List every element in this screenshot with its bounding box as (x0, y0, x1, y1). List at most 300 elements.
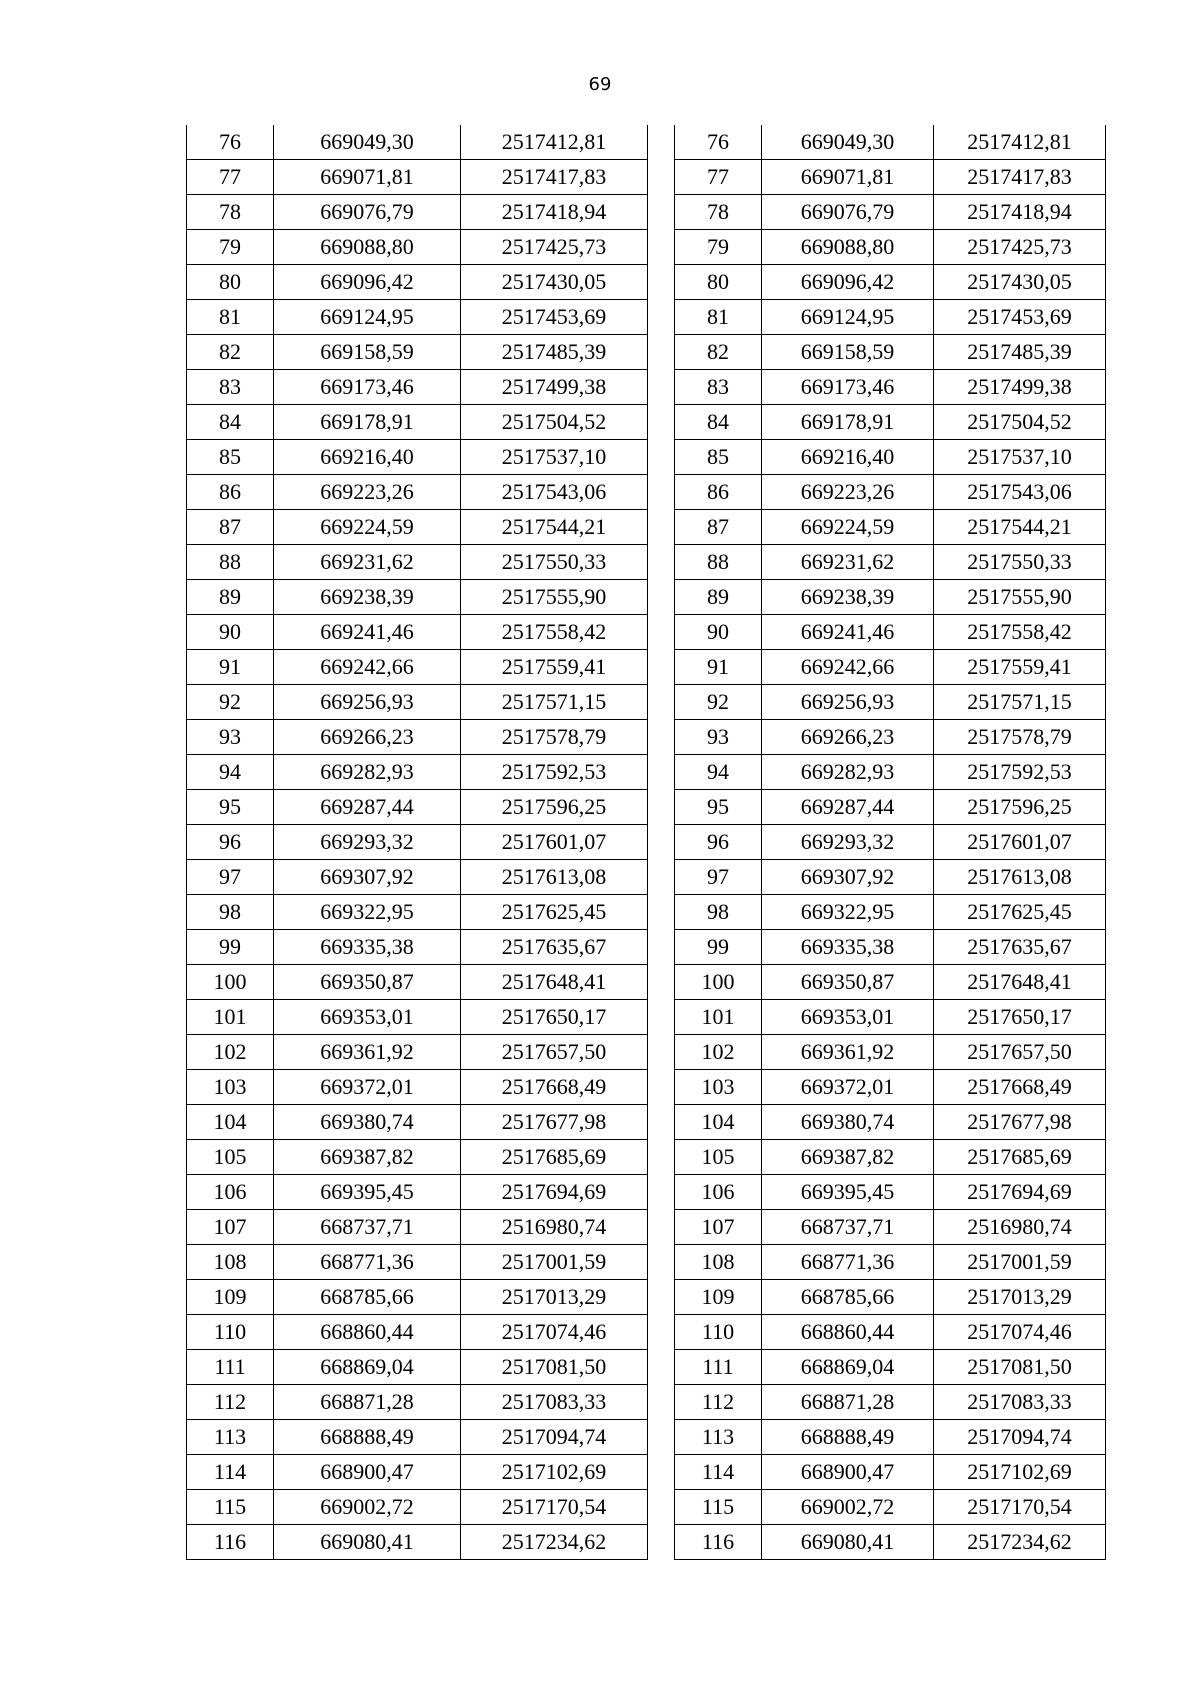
point-number-cell: 112 (675, 1385, 762, 1420)
point-number-cell: 104 (675, 1105, 762, 1140)
table-row (675, 1245, 1106, 1280)
point-number-cell: 92 (675, 685, 762, 720)
table-row (187, 1035, 648, 1070)
point-number-cell: 88 (187, 545, 274, 580)
y-coordinate-cell: 2517083,33 (461, 1385, 648, 1420)
x-coordinate-cell: 669361,92 (274, 1035, 461, 1070)
y-coordinate-cell: 2517694,69 (934, 1175, 1106, 1210)
point-number-cell: 116 (675, 1525, 762, 1560)
point-number-cell: 96 (187, 825, 274, 860)
y-coordinate-cell: 2517625,45 (934, 895, 1106, 930)
y-coordinate-cell: 2517081,50 (934, 1350, 1106, 1385)
table-row (675, 265, 1106, 300)
table-row (187, 1525, 648, 1560)
table-row (187, 1385, 648, 1420)
y-coordinate-cell: 2517417,83 (461, 160, 648, 195)
point-number-cell: 89 (187, 580, 274, 615)
y-coordinate-cell: 2517425,73 (461, 230, 648, 265)
point-number-cell: 85 (675, 440, 762, 475)
table-row (187, 755, 648, 790)
x-coordinate-cell: 669293,32 (762, 825, 934, 860)
x-coordinate-cell: 669395,45 (274, 1175, 461, 1210)
point-number-cell: 88 (675, 545, 762, 580)
point-number-cell: 113 (675, 1420, 762, 1455)
x-coordinate-cell: 669178,91 (762, 405, 934, 440)
y-coordinate-cell: 2517613,08 (934, 860, 1106, 895)
y-coordinate-cell: 2516980,74 (461, 1210, 648, 1245)
point-number-cell: 103 (675, 1070, 762, 1105)
x-coordinate-cell: 668869,04 (274, 1350, 461, 1385)
point-number-cell: 100 (675, 965, 762, 1000)
x-coordinate-cell: 669238,39 (762, 580, 934, 615)
table-row (675, 650, 1106, 685)
table-row (187, 1000, 648, 1035)
x-coordinate-cell: 669350,87 (762, 965, 934, 1000)
table-row (187, 930, 648, 965)
x-coordinate-cell: 669223,26 (274, 475, 461, 510)
y-coordinate-cell: 2517001,59 (461, 1245, 648, 1280)
x-coordinate-cell: 669224,59 (762, 510, 934, 545)
y-coordinate-cell: 2517550,33 (461, 545, 648, 580)
table-row (187, 615, 648, 650)
point-number-cell: 93 (187, 720, 274, 755)
table-row (675, 1385, 1106, 1420)
point-number-cell: 85 (187, 440, 274, 475)
x-coordinate-cell: 669266,23 (274, 720, 461, 755)
y-coordinate-cell: 2517635,67 (461, 930, 648, 965)
point-number-cell: 106 (187, 1175, 274, 1210)
x-coordinate-cell: 669335,38 (762, 930, 934, 965)
table-row (187, 405, 648, 440)
x-coordinate-cell: 668771,36 (274, 1245, 461, 1280)
x-coordinate-cell: 669124,95 (762, 300, 934, 335)
y-coordinate-cell: 2517613,08 (461, 860, 648, 895)
table-row (675, 440, 1106, 475)
x-coordinate-cell: 668900,47 (762, 1455, 934, 1490)
x-coordinate-cell: 669071,81 (274, 160, 461, 195)
point-number-cell: 110 (675, 1315, 762, 1350)
point-number-cell: 86 (675, 475, 762, 510)
point-number-cell: 113 (187, 1420, 274, 1455)
x-coordinate-cell: 669380,74 (274, 1105, 461, 1140)
table-row (675, 1455, 1106, 1490)
point-number-cell: 109 (675, 1280, 762, 1315)
y-coordinate-cell: 2517430,05 (461, 265, 648, 300)
table-row (187, 790, 648, 825)
y-coordinate-cell: 2517453,69 (461, 300, 648, 335)
table-row (675, 1420, 1106, 1455)
table-row (675, 475, 1106, 510)
y-coordinate-cell: 2517074,46 (934, 1315, 1106, 1350)
y-coordinate-cell: 2517430,05 (934, 265, 1106, 300)
point-number-cell: 110 (187, 1315, 274, 1350)
x-coordinate-cell: 669361,92 (762, 1035, 934, 1070)
x-coordinate-cell: 669395,45 (762, 1175, 934, 1210)
table-row (187, 265, 648, 300)
x-coordinate-cell: 669096,42 (274, 265, 461, 300)
y-coordinate-cell: 2517657,50 (461, 1035, 648, 1070)
point-number-cell: 80 (187, 265, 274, 300)
point-number-cell: 83 (675, 370, 762, 405)
table-row (675, 580, 1106, 615)
y-coordinate-cell: 2517013,29 (934, 1280, 1106, 1315)
table-row (675, 1070, 1106, 1105)
point-number-cell: 111 (675, 1350, 762, 1385)
table-row (675, 720, 1106, 755)
point-number-cell: 76 (675, 125, 762, 160)
point-number-cell: 114 (675, 1455, 762, 1490)
y-coordinate-cell: 2517544,21 (461, 510, 648, 545)
table-row (675, 685, 1106, 720)
y-coordinate-cell: 2517234,62 (461, 1525, 648, 1560)
table-row (675, 300, 1106, 335)
x-coordinate-cell: 668771,36 (762, 1245, 934, 1280)
x-coordinate-cell: 669096,42 (762, 265, 934, 300)
coordinates-table-left (186, 125, 648, 1560)
x-coordinate-cell: 668737,71 (274, 1210, 461, 1245)
point-number-cell: 98 (675, 895, 762, 930)
x-coordinate-cell: 669380,74 (762, 1105, 934, 1140)
x-coordinate-cell: 669241,46 (274, 615, 461, 650)
x-coordinate-cell: 669353,01 (762, 1000, 934, 1035)
x-coordinate-cell: 669287,44 (274, 790, 461, 825)
point-number-cell: 78 (675, 195, 762, 230)
y-coordinate-cell: 2517094,74 (461, 1420, 648, 1455)
y-coordinate-cell: 2517543,06 (934, 475, 1106, 510)
table-row (187, 545, 648, 580)
table-row (187, 1140, 648, 1175)
point-number-cell: 97 (187, 860, 274, 895)
table-row (675, 370, 1106, 405)
x-coordinate-cell: 669287,44 (762, 790, 934, 825)
table-row (187, 230, 648, 265)
point-number-cell: 79 (675, 230, 762, 265)
table-row (187, 160, 648, 195)
table-row (187, 1245, 648, 1280)
x-coordinate-cell: 668888,49 (274, 1420, 461, 1455)
point-number-cell: 107 (187, 1210, 274, 1245)
x-coordinate-cell: 669322,95 (762, 895, 934, 930)
table-row (675, 790, 1106, 825)
y-coordinate-cell: 2517657,50 (934, 1035, 1106, 1070)
point-number-cell: 116 (187, 1525, 274, 1560)
x-coordinate-cell: 669216,40 (274, 440, 461, 475)
table-row (675, 895, 1106, 930)
point-number-cell: 115 (187, 1490, 274, 1525)
point-number-cell: 79 (187, 230, 274, 265)
table-row (187, 1315, 648, 1350)
y-coordinate-cell: 2517571,15 (934, 685, 1106, 720)
y-coordinate-cell: 2517558,42 (934, 615, 1106, 650)
point-number-cell: 109 (187, 1280, 274, 1315)
table-row (675, 1490, 1106, 1525)
y-coordinate-cell: 2517485,39 (934, 335, 1106, 370)
y-coordinate-cell: 2517537,10 (934, 440, 1106, 475)
y-coordinate-cell: 2517558,42 (461, 615, 648, 650)
point-number-cell: 108 (675, 1245, 762, 1280)
x-coordinate-cell: 669158,59 (762, 335, 934, 370)
table-row (675, 1035, 1106, 1070)
y-coordinate-cell: 2517081,50 (461, 1350, 648, 1385)
x-coordinate-cell: 669002,72 (762, 1490, 934, 1525)
table-row (675, 405, 1106, 440)
x-coordinate-cell: 668888,49 (762, 1420, 934, 1455)
y-coordinate-cell: 2517685,69 (461, 1140, 648, 1175)
y-coordinate-cell: 2517596,25 (461, 790, 648, 825)
x-coordinate-cell: 669307,92 (274, 860, 461, 895)
table-row (187, 895, 648, 930)
table-row (675, 615, 1106, 650)
table-row (675, 1315, 1106, 1350)
y-coordinate-cell: 2517592,53 (461, 755, 648, 790)
table-row (187, 440, 648, 475)
y-coordinate-cell: 2517550,33 (934, 545, 1106, 580)
point-number-cell: 115 (675, 1490, 762, 1525)
table-row (675, 510, 1106, 545)
y-coordinate-cell: 2517094,74 (934, 1420, 1106, 1455)
x-coordinate-cell: 669238,39 (274, 580, 461, 615)
point-number-cell: 90 (675, 615, 762, 650)
y-coordinate-cell: 2517596,25 (934, 790, 1106, 825)
point-number-cell: 102 (187, 1035, 274, 1070)
x-coordinate-cell: 669080,41 (274, 1525, 461, 1560)
y-coordinate-cell: 2517001,59 (934, 1245, 1106, 1280)
table-row (675, 860, 1106, 895)
y-coordinate-cell: 2517544,21 (934, 510, 1106, 545)
point-number-cell: 81 (675, 300, 762, 335)
y-coordinate-cell: 2517635,67 (934, 930, 1106, 965)
x-coordinate-cell: 669353,01 (274, 1000, 461, 1035)
y-coordinate-cell: 2517625,45 (461, 895, 648, 930)
y-coordinate-cell: 2517418,94 (461, 195, 648, 230)
x-coordinate-cell: 669256,93 (274, 685, 461, 720)
x-coordinate-cell: 669256,93 (762, 685, 934, 720)
y-coordinate-cell: 2517412,81 (461, 125, 648, 160)
x-coordinate-cell: 669071,81 (762, 160, 934, 195)
table-row (675, 1000, 1106, 1035)
y-coordinate-cell: 2517668,49 (934, 1070, 1106, 1105)
x-coordinate-cell: 669335,38 (274, 930, 461, 965)
table-row (675, 195, 1106, 230)
y-coordinate-cell: 2517418,94 (934, 195, 1106, 230)
point-number-cell: 82 (187, 335, 274, 370)
point-number-cell: 97 (675, 860, 762, 895)
table-row (675, 335, 1106, 370)
point-number-cell: 91 (187, 650, 274, 685)
table-row (675, 545, 1106, 580)
point-number-cell: 105 (187, 1140, 274, 1175)
x-coordinate-cell: 668900,47 (274, 1455, 461, 1490)
y-coordinate-cell: 2517677,98 (461, 1105, 648, 1140)
y-coordinate-cell: 2517668,49 (461, 1070, 648, 1105)
point-number-cell: 114 (187, 1455, 274, 1490)
x-coordinate-cell: 669322,95 (274, 895, 461, 930)
y-coordinate-cell: 2517417,83 (934, 160, 1106, 195)
y-coordinate-cell: 2517425,73 (934, 230, 1106, 265)
x-coordinate-cell: 669282,93 (762, 755, 934, 790)
y-coordinate-cell: 2517170,54 (461, 1490, 648, 1525)
point-number-cell: 82 (675, 335, 762, 370)
point-number-cell: 94 (675, 755, 762, 790)
point-number-cell: 101 (675, 1000, 762, 1035)
x-coordinate-cell: 669242,66 (762, 650, 934, 685)
x-coordinate-cell: 669076,79 (274, 195, 461, 230)
x-coordinate-cell: 669307,92 (762, 860, 934, 895)
x-coordinate-cell: 669231,62 (762, 545, 934, 580)
y-coordinate-cell: 2517543,06 (461, 475, 648, 510)
x-coordinate-cell: 669387,82 (274, 1140, 461, 1175)
y-coordinate-cell: 2517102,69 (934, 1455, 1106, 1490)
x-coordinate-cell: 669088,80 (274, 230, 461, 265)
table-row (675, 160, 1106, 195)
point-number-cell: 87 (187, 510, 274, 545)
x-coordinate-cell: 668860,44 (274, 1315, 461, 1350)
y-coordinate-cell: 2517648,41 (934, 965, 1106, 1000)
table-row (675, 755, 1106, 790)
point-number-cell: 77 (675, 160, 762, 195)
point-number-cell: 98 (187, 895, 274, 930)
x-coordinate-cell: 668871,28 (762, 1385, 934, 1420)
table-row (675, 825, 1106, 860)
x-coordinate-cell: 668869,04 (762, 1350, 934, 1385)
x-coordinate-cell: 669372,01 (762, 1070, 934, 1105)
table-row (675, 230, 1106, 265)
point-number-cell: 99 (187, 930, 274, 965)
table-row (187, 1490, 648, 1525)
y-coordinate-cell: 2517555,90 (934, 580, 1106, 615)
point-number-cell: 92 (187, 685, 274, 720)
table-row (675, 1105, 1106, 1140)
point-number-cell: 76 (187, 125, 274, 160)
point-number-cell: 77 (187, 160, 274, 195)
y-coordinate-cell: 2517499,38 (461, 370, 648, 405)
table-row (187, 1420, 648, 1455)
point-number-cell: 90 (187, 615, 274, 650)
y-coordinate-cell: 2517601,07 (461, 825, 648, 860)
point-number-cell: 91 (675, 650, 762, 685)
y-coordinate-cell: 2517571,15 (461, 685, 648, 720)
table-row (675, 125, 1106, 160)
table-row (187, 720, 648, 755)
y-coordinate-cell: 2517537,10 (461, 440, 648, 475)
x-coordinate-cell: 669124,95 (274, 300, 461, 335)
point-number-cell: 100 (187, 965, 274, 1000)
table-row (187, 125, 648, 160)
point-number-cell: 107 (675, 1210, 762, 1245)
point-number-cell: 104 (187, 1105, 274, 1140)
table-row (187, 685, 648, 720)
x-coordinate-cell: 669178,91 (274, 405, 461, 440)
table-row (187, 370, 648, 405)
y-coordinate-cell: 2517578,79 (461, 720, 648, 755)
y-coordinate-cell: 2517504,52 (934, 405, 1106, 440)
y-coordinate-cell: 2517601,07 (934, 825, 1106, 860)
y-coordinate-cell: 2517170,54 (934, 1490, 1106, 1525)
point-number-cell: 93 (675, 720, 762, 755)
y-coordinate-cell: 2516980,74 (934, 1210, 1106, 1245)
x-coordinate-cell: 669224,59 (274, 510, 461, 545)
x-coordinate-cell: 668737,71 (762, 1210, 934, 1245)
table-row (675, 1140, 1106, 1175)
x-coordinate-cell: 669242,66 (274, 650, 461, 685)
x-coordinate-cell: 668785,66 (762, 1280, 934, 1315)
y-coordinate-cell: 2517013,29 (461, 1280, 648, 1315)
point-number-cell: 95 (187, 790, 274, 825)
y-coordinate-cell: 2517559,41 (461, 650, 648, 685)
x-coordinate-cell: 669241,46 (762, 615, 934, 650)
table-row (187, 1455, 648, 1490)
point-number-cell: 106 (675, 1175, 762, 1210)
point-number-cell: 95 (675, 790, 762, 825)
x-coordinate-cell: 668785,66 (274, 1280, 461, 1315)
table-row (675, 1280, 1106, 1315)
table-row (187, 475, 648, 510)
y-coordinate-cell: 2517685,69 (934, 1140, 1106, 1175)
table-row (187, 860, 648, 895)
x-coordinate-cell: 669293,32 (274, 825, 461, 860)
point-number-cell: 87 (675, 510, 762, 545)
page-number: 69 (588, 74, 612, 95)
table-row (187, 1280, 648, 1315)
point-number-cell: 84 (187, 405, 274, 440)
table-row (187, 1350, 648, 1385)
point-number-cell: 101 (187, 1000, 274, 1035)
y-coordinate-cell: 2517555,90 (461, 580, 648, 615)
x-coordinate-cell: 669076,79 (762, 195, 934, 230)
y-coordinate-cell: 2517083,33 (934, 1385, 1106, 1420)
table-row (187, 965, 648, 1000)
x-coordinate-cell: 669231,62 (274, 545, 461, 580)
table-row (187, 650, 648, 685)
x-coordinate-cell: 669158,59 (274, 335, 461, 370)
y-coordinate-cell: 2517650,17 (461, 1000, 648, 1035)
point-number-cell: 108 (187, 1245, 274, 1280)
x-coordinate-cell: 669372,01 (274, 1070, 461, 1105)
x-coordinate-cell: 669350,87 (274, 965, 461, 1000)
point-number-cell: 81 (187, 300, 274, 335)
point-number-cell: 99 (675, 930, 762, 965)
x-coordinate-cell: 669266,23 (762, 720, 934, 755)
y-coordinate-cell: 2517074,46 (461, 1315, 648, 1350)
coordinates-table-right (674, 125, 1106, 1560)
y-coordinate-cell: 2517499,38 (934, 370, 1106, 405)
point-number-cell: 84 (675, 405, 762, 440)
point-number-cell: 96 (675, 825, 762, 860)
point-number-cell: 111 (187, 1350, 274, 1385)
table-row (675, 930, 1106, 965)
table-row (187, 335, 648, 370)
y-coordinate-cell: 2517694,69 (461, 1175, 648, 1210)
y-coordinate-cell: 2517592,53 (934, 755, 1106, 790)
x-coordinate-cell: 669002,72 (274, 1490, 461, 1525)
table-row (187, 195, 648, 230)
y-coordinate-cell: 2517648,41 (461, 965, 648, 1000)
x-coordinate-cell: 669387,82 (762, 1140, 934, 1175)
x-coordinate-cell: 668860,44 (762, 1315, 934, 1350)
x-coordinate-cell: 668871,28 (274, 1385, 461, 1420)
table-row (187, 825, 648, 860)
table-row (675, 1525, 1106, 1560)
table-row (675, 1210, 1106, 1245)
point-number-cell: 78 (187, 195, 274, 230)
table-row (187, 1105, 648, 1140)
y-coordinate-cell: 2517453,69 (934, 300, 1106, 335)
y-coordinate-cell: 2517485,39 (461, 335, 648, 370)
y-coordinate-cell: 2517234,62 (934, 1525, 1106, 1560)
point-number-cell: 102 (675, 1035, 762, 1070)
x-coordinate-cell: 669049,30 (274, 125, 461, 160)
x-coordinate-cell: 669088,80 (762, 230, 934, 265)
